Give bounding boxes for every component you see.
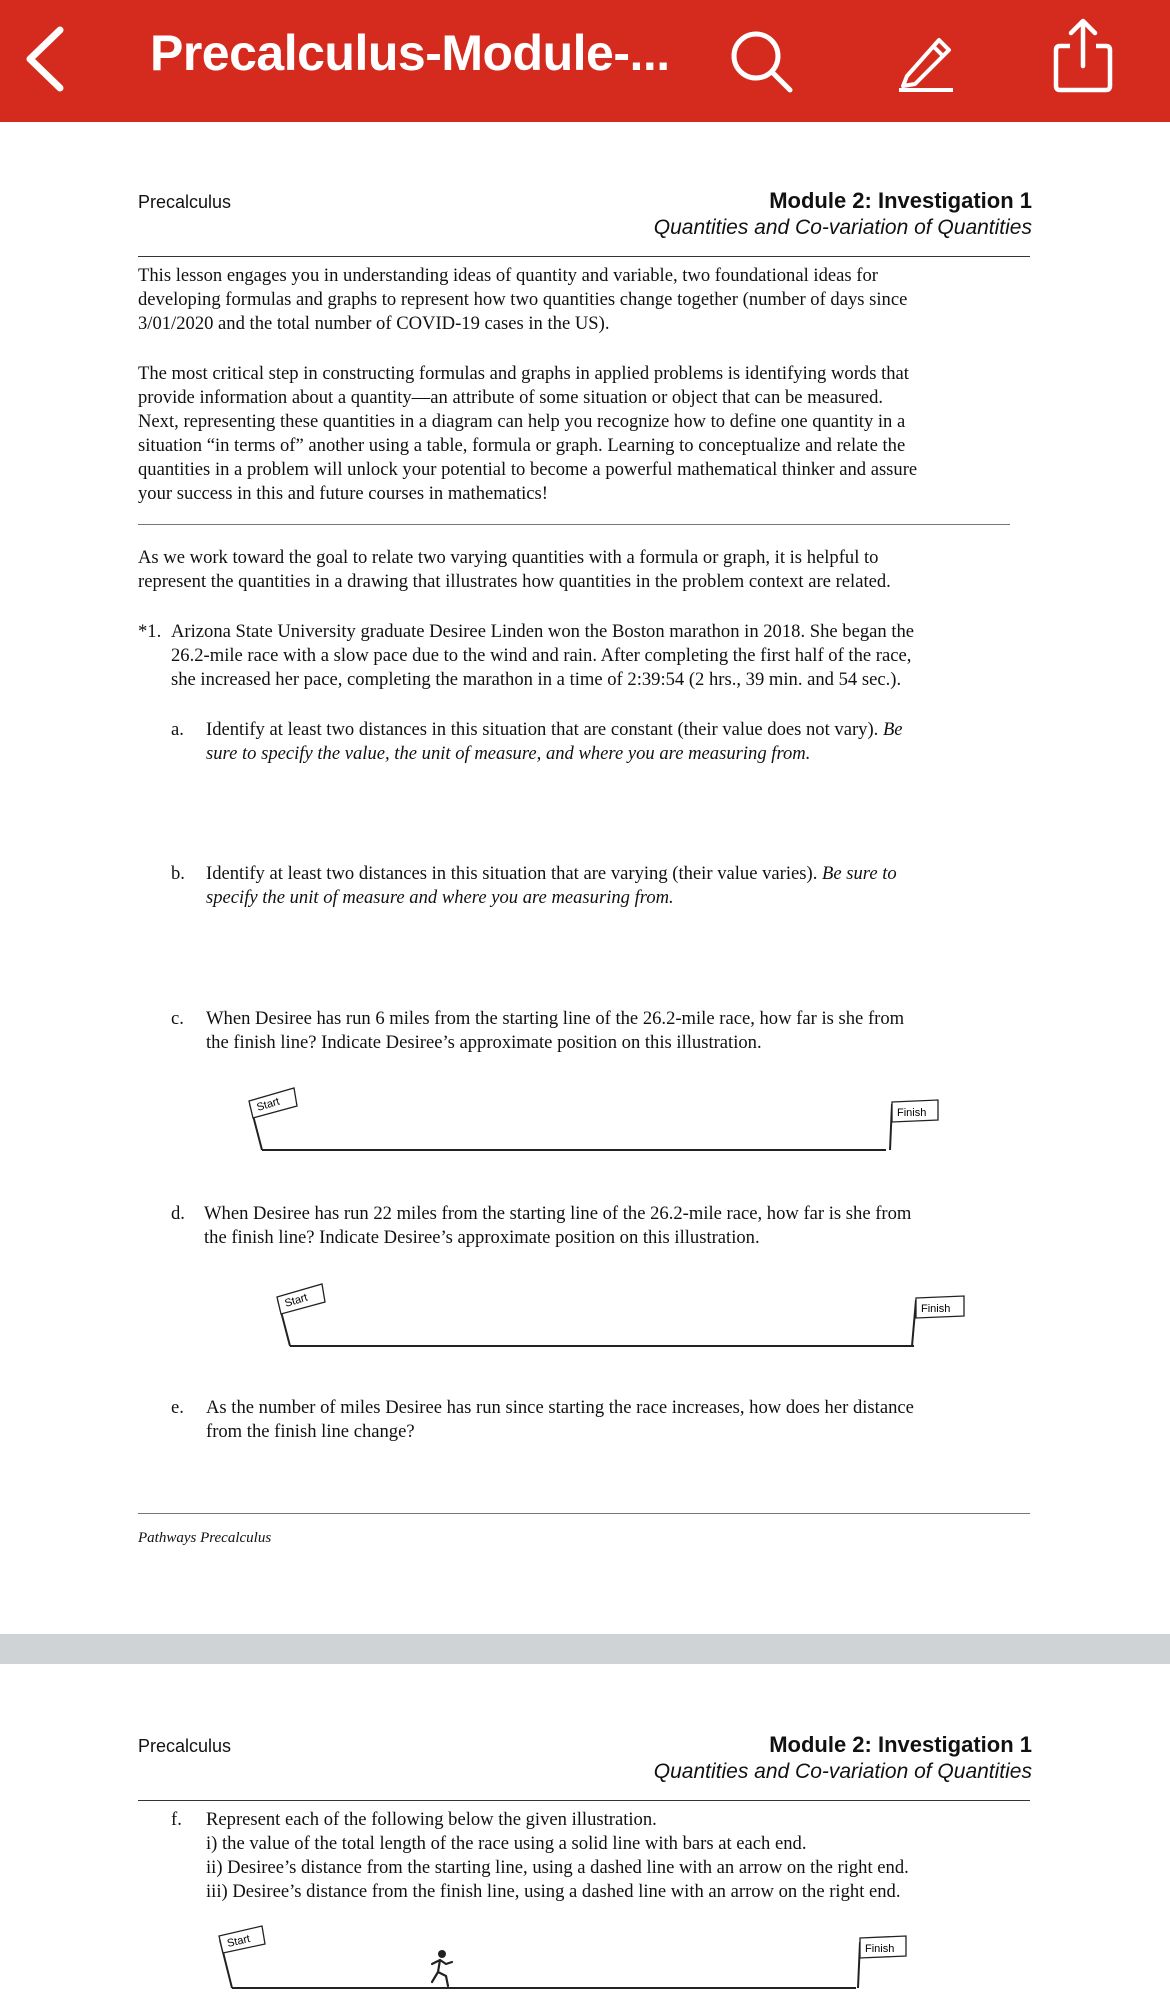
race-illustration-d[interactable] xyxy=(268,1278,988,1354)
start-flag-label: Start xyxy=(225,1933,252,1950)
header-module-block xyxy=(654,188,1032,240)
document-title: Precalculus-Module-... xyxy=(150,25,670,81)
question-a-text: Identify at least two distances in this situation that are constant (their value does not vary). Be sure to specify the value, the unit of measure, and where you are measuring from. xyxy=(206,719,903,764)
page-separator xyxy=(0,1634,1170,1664)
header-rule xyxy=(138,256,1030,257)
header-module: Module 2: Investigation 1 xyxy=(769,188,1032,213)
race-illustration-f[interactable] xyxy=(210,1914,930,1996)
question-b-label: b. xyxy=(171,863,185,884)
question-e-text: As the number of miles Desiree has run since starting the race increases, how does her distance from the finish line change? xyxy=(206,1397,914,1442)
question-e-label: e. xyxy=(171,1397,184,1418)
finish-flag xyxy=(912,1296,964,1346)
header-module-block xyxy=(654,1732,1032,1784)
question-c-text: When Desiree has run 6 miles from the starting line of the 26.2-mile race, how far is she from the finish line? Indicate Desiree’s approximate position on this illustration. xyxy=(206,1008,905,1053)
question-c-label: c. xyxy=(171,1008,184,1029)
header-course: Precalculus xyxy=(138,1736,232,1756)
app-toolbar xyxy=(0,0,1170,122)
question-b-text: Identify at least two distances in this situation that are varying (their value varies). Be sure to specify the unit of measure and where you are measuring from. xyxy=(206,863,897,908)
question-f-text: Represent each of the following below the given illustration. i) the value of the total length of the race using a solid line with bars at each end. ii) Desiree’s distance from the starting line, using a dashed line with an arrow on the right end. iii) Desiree’s distance from the finish line, using a dashed line with an arrow on the right end. xyxy=(206,1809,909,1902)
start-flag xyxy=(219,1926,265,1988)
header-course: Precalculus xyxy=(138,192,232,212)
race-illustration-c[interactable] xyxy=(240,1084,960,1160)
question-d-label: d. xyxy=(171,1203,185,1224)
share-icon[interactable] xyxy=(1052,16,1114,94)
critical-step-paragraph: The most critical step in constructing formulas and graphs in applied problems is identifying words that provide information about a quantity—an attribute of some situation or object that can be measured. Next, representing these quantities in a diagram can help you recognize how to define one quantity in a situation “in terms of” another using a table, formula or graph. Learning to conceptualize and relate the quantities in a problem will unlock your potential to become a powerful mathematical thinker and assure your success in this and future courses in mathematics! xyxy=(138,363,918,504)
pdf-page-2 xyxy=(0,1664,1170,1996)
start-flag xyxy=(277,1284,325,1346)
question-a-label: a. xyxy=(171,719,184,740)
question-1-text: Arizona State University graduate Desiree Linden won the Boston marathon in 2018. She began the 26.2-mile race with a slow pace due to the wind and rain. After completing the first half of the race, she increased her pace, completing the marathon in a time of 2:39:54 (2 hrs., 39 min. and 54 sec.). xyxy=(171,621,915,690)
footer-rule xyxy=(138,1513,1030,1514)
start-flag-label: Start xyxy=(283,1291,310,1310)
header-subtitle: Quantities and Co-variation of Quantities xyxy=(653,1760,1032,1783)
search-icon[interactable] xyxy=(728,28,794,94)
goal-paragraph: As we work toward the goal to relate two varying quantities with a formula or graph, it is helpful to represent the quantities in a drawing that illustrates how quantities in the problem context are related. xyxy=(138,547,891,592)
start-flag-label: Start xyxy=(255,1095,282,1114)
page-footer: Pathways Precalculus xyxy=(138,1530,272,1546)
finish-flag-label: Finish xyxy=(865,1943,895,1955)
finish-flag xyxy=(890,1100,938,1150)
finish-flag xyxy=(858,1936,906,1988)
annotate-icon[interactable] xyxy=(893,30,957,94)
header-module: Module 2: Investigation 1 xyxy=(769,1732,1032,1757)
intro-paragraph: This lesson engages you in understanding ideas of quantity and variable, two foundational ideas for developing formulas and graphs to represent how two quantities change together (number of days since 3/01/2020 and the total number of COVID-19 cases in the US). xyxy=(138,265,908,334)
runner-icon xyxy=(432,1950,452,1986)
finish-flag-label: Finish xyxy=(897,1107,927,1119)
question-f-label: f. xyxy=(171,1809,182,1830)
finish-flag-label: Finish xyxy=(921,1303,951,1315)
back-icon[interactable] xyxy=(18,22,74,96)
pdf-page-1 xyxy=(0,122,1170,1634)
section-rule xyxy=(138,524,1010,525)
header-subtitle: Quantities and Co-variation of Quantities xyxy=(653,216,1032,239)
header-rule xyxy=(138,1800,1030,1801)
question-1-label: *1. xyxy=(138,621,162,642)
start-flag xyxy=(249,1088,297,1150)
question-d-text: When Desiree has run 22 miles from the starting line of the 26.2-mile race, how far is she from the finish line? Indicate Desiree’s approximate position on this illustration. xyxy=(204,1203,912,1248)
